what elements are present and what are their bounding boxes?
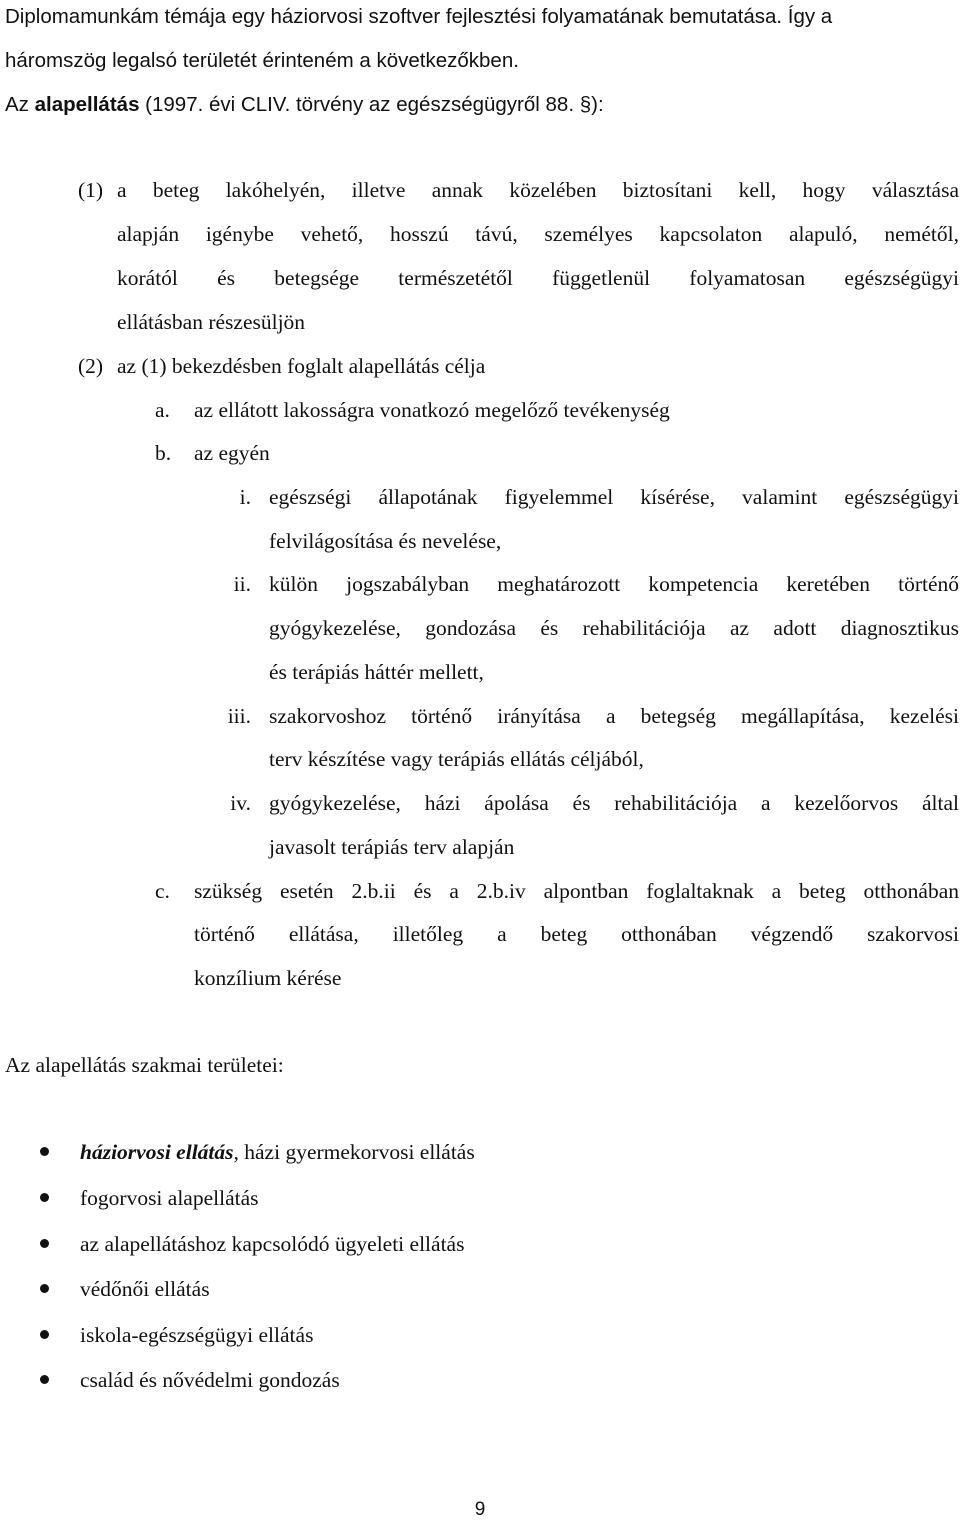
item-c-line-2: történő ellátása, illetőleg a beteg otthonában végzendő szakorvosi [194, 922, 959, 946]
item-b-iii-line-1: szakorvoshoz történő irányítása a betegség megállapítása, kezelési [269, 704, 959, 728]
area-item-1-emphasis: háziorvosi ellátás [80, 1140, 234, 1164]
area-item-2: fogorvosi alapellátás [80, 1186, 259, 1210]
item-b-iv-line-1: gyógykezelése, házi ápolása és rehabilitációja a kezelőorvos által [269, 791, 959, 815]
bullet-dot [40, 1239, 49, 1248]
bullet-dot [40, 1147, 49, 1156]
item-b-iii-line-2: terv készítése vagy terápiás ellátás céljából, [269, 747, 644, 771]
intro-bold-term: alapellátás [34, 93, 140, 116]
page-number: 9 [474, 1499, 486, 1520]
section-2-text: az (1) bekezdésben foglalt alapellátás célja [117, 354, 486, 378]
section-1-line-2: alapján igénybe vehető, hosszú távú, személyes kapcsolaton alapuló, nemétől, [117, 222, 959, 246]
item-c-line-3: konzílium kérése [194, 966, 342, 990]
bullet-dot [40, 1193, 49, 1202]
section-1-line-4: ellátásban részesüljön [117, 310, 306, 334]
intro-line-2: háromszög legalsó területét érinteném a következőkben. [5, 49, 519, 72]
item-b-marker: b. [155, 441, 172, 465]
item-b-i-marker: i. [239, 485, 251, 509]
areas-heading: Az alapellátás szakmai területei: [5, 1053, 284, 1077]
item-b-ii-line-3: és terápiás háttér mellett, [269, 660, 484, 684]
area-item-4: védőnői ellátás [80, 1277, 210, 1301]
section-1-line-1: a beteg lakóhelyén, illetve annak közelében biztosítani kell, hogy választása [117, 178, 959, 202]
item-a-marker: a. [155, 398, 170, 422]
intro-line-3-suffix: (1997. évi CLIV. törvény az egészségügyről 88. §): [139, 93, 604, 116]
intro-line-3 [5, 92, 604, 118]
area-item-1-rest: , házi gyermekorvosi ellátás [233, 1140, 475, 1164]
item-b-i-line-1: egészségi állapotának figyelemmel kísérése, valamint egészségügyi [269, 485, 959, 509]
area-item-6: család és nővédelmi gondozás [80, 1368, 340, 1392]
section-2-marker: (2) [78, 354, 104, 378]
item-b-text: az egyén [194, 441, 270, 465]
item-c-marker: c. [155, 879, 170, 903]
area-item-1 [80, 1139, 475, 1165]
bullet-dot [40, 1375, 49, 1384]
item-b-i-line-2: felvilágosítása és nevelése, [269, 529, 502, 553]
item-b-ii-marker: ii. [233, 572, 251, 596]
item-a-text: az ellátott lakosságra vonatkozó megelőző tevékenység [194, 398, 670, 422]
item-c-line-1: szükség esetén 2.b.ii és a 2.b.iv alpontban foglaltaknak a beteg otthonában [194, 879, 959, 903]
item-b-iv-marker: iv. [230, 791, 251, 815]
bullet-dot [40, 1330, 49, 1339]
section-1-line-3: korától és betegsége természetétől függetlenül folyamatosan egészségügyi [117, 266, 959, 290]
area-item-3: az alapellátáshoz kapcsolódó ügyeleti ellátás [80, 1232, 465, 1256]
item-b-ii-line-2: gyógykezelése, gondozása és rehabilitációja az adott diagnosztikus [269, 616, 959, 640]
intro-line-1: Diplomamunkám témája egy háziorvosi szoftver fejlesztési folyamatának bemutatása. Így a [5, 5, 833, 28]
item-b-iv-line-2: javasolt terápiás terv alapján [269, 835, 515, 859]
item-b-ii-line-1: külön jogszabályban meghatározott kompetencia keretében történő [269, 572, 959, 596]
item-b-iii-marker: iii. [227, 704, 251, 728]
section-1-marker: (1) [78, 178, 104, 202]
intro-line-3-prefix: Az [5, 93, 35, 116]
area-item-5: iskola-egészségügyi ellátás [80, 1323, 314, 1347]
bullet-dot [40, 1284, 49, 1293]
